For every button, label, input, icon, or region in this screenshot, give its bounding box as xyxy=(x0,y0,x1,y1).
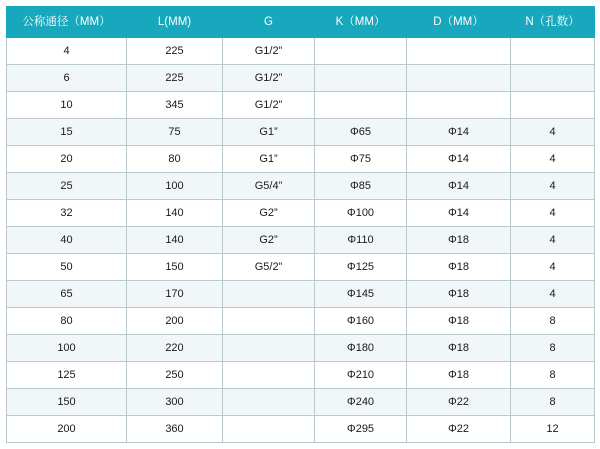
cell-k: Φ160 xyxy=(315,308,407,335)
table-row xyxy=(7,38,595,65)
cell-g: G1/2” xyxy=(223,38,315,65)
cell-n: 4 xyxy=(511,254,595,281)
specification-table xyxy=(6,6,595,443)
cell-g xyxy=(223,308,315,335)
cell-g xyxy=(223,389,315,416)
cell-g: G5/2” xyxy=(223,254,315,281)
cell-nominal-diameter: 40 xyxy=(7,227,127,254)
cell-d xyxy=(407,92,511,119)
cell-k: Φ125 xyxy=(315,254,407,281)
table-row xyxy=(7,65,595,92)
table-row xyxy=(7,281,595,308)
cell-n: 8 xyxy=(511,335,595,362)
cell-l: 140 xyxy=(127,227,223,254)
cell-nominal-diameter: 6 xyxy=(7,65,127,92)
cell-d: Φ22 xyxy=(407,389,511,416)
cell-k: Φ85 xyxy=(315,173,407,200)
cell-d: Φ14 xyxy=(407,146,511,173)
cell-n: 12 xyxy=(511,416,595,443)
table-row xyxy=(7,146,595,173)
cell-k xyxy=(315,65,407,92)
cell-nominal-diameter: 4 xyxy=(7,38,127,65)
table-row xyxy=(7,119,595,146)
cell-n: 4 xyxy=(511,119,595,146)
cell-nominal-diameter: 100 xyxy=(7,335,127,362)
cell-nominal-diameter: 65 xyxy=(7,281,127,308)
cell-nominal-diameter: 200 xyxy=(7,416,127,443)
column-header-nominal-diameter: 公称通径（MM） xyxy=(7,7,127,38)
cell-d: Φ18 xyxy=(407,362,511,389)
cell-k: Φ100 xyxy=(315,200,407,227)
column-header-g: G xyxy=(223,7,315,38)
cell-k: Φ180 xyxy=(315,335,407,362)
cell-d: Φ22 xyxy=(407,416,511,443)
cell-g xyxy=(223,416,315,443)
cell-g: G1/2” xyxy=(223,92,315,119)
cell-l: 75 xyxy=(127,119,223,146)
cell-l: 300 xyxy=(127,389,223,416)
cell-k: Φ295 xyxy=(315,416,407,443)
cell-g: G1” xyxy=(223,119,315,146)
cell-l: 200 xyxy=(127,308,223,335)
cell-l: 100 xyxy=(127,173,223,200)
cell-nominal-diameter: 20 xyxy=(7,146,127,173)
cell-k: Φ65 xyxy=(315,119,407,146)
cell-nominal-diameter: 150 xyxy=(7,389,127,416)
cell-l: 140 xyxy=(127,200,223,227)
column-header-l: L(MM) xyxy=(127,7,223,38)
cell-nominal-diameter: 125 xyxy=(7,362,127,389)
table-row xyxy=(7,389,595,416)
cell-d: Φ14 xyxy=(407,119,511,146)
cell-g: G1” xyxy=(223,146,315,173)
table-row xyxy=(7,200,595,227)
cell-n: 8 xyxy=(511,308,595,335)
column-header-n: N（孔数） xyxy=(511,7,595,38)
table-row xyxy=(7,416,595,443)
cell-k: Φ210 xyxy=(315,362,407,389)
cell-d: Φ14 xyxy=(407,173,511,200)
cell-n xyxy=(511,38,595,65)
cell-k xyxy=(315,38,407,65)
cell-d: Φ18 xyxy=(407,254,511,281)
table-row xyxy=(7,92,595,119)
cell-n: 4 xyxy=(511,146,595,173)
cell-n: 4 xyxy=(511,173,595,200)
cell-k: Φ145 xyxy=(315,281,407,308)
cell-l: 80 xyxy=(127,146,223,173)
table-header xyxy=(7,7,595,38)
cell-k: Φ75 xyxy=(315,146,407,173)
cell-n: 8 xyxy=(511,389,595,416)
table-body xyxy=(7,38,595,443)
table-row xyxy=(7,254,595,281)
cell-g: G5/4” xyxy=(223,173,315,200)
table-row xyxy=(7,173,595,200)
cell-n: 8 xyxy=(511,362,595,389)
cell-nominal-diameter: 25 xyxy=(7,173,127,200)
cell-n: 4 xyxy=(511,200,595,227)
cell-g: G2” xyxy=(223,227,315,254)
cell-d: Φ18 xyxy=(407,227,511,254)
cell-l: 170 xyxy=(127,281,223,308)
cell-nominal-diameter: 10 xyxy=(7,92,127,119)
cell-l: 250 xyxy=(127,362,223,389)
cell-d: Φ18 xyxy=(407,281,511,308)
cell-l: 225 xyxy=(127,38,223,65)
cell-nominal-diameter: 32 xyxy=(7,200,127,227)
cell-d xyxy=(407,65,511,92)
cell-n: 4 xyxy=(511,227,595,254)
table-row xyxy=(7,227,595,254)
cell-l: 345 xyxy=(127,92,223,119)
cell-nominal-diameter: 50 xyxy=(7,254,127,281)
cell-g xyxy=(223,362,315,389)
cell-d: Φ14 xyxy=(407,200,511,227)
column-header-d: D（MM） xyxy=(407,7,511,38)
cell-n xyxy=(511,65,595,92)
cell-g: G2” xyxy=(223,200,315,227)
cell-k xyxy=(315,92,407,119)
cell-g xyxy=(223,335,315,362)
cell-nominal-diameter: 80 xyxy=(7,308,127,335)
cell-l: 360 xyxy=(127,416,223,443)
cell-k: Φ110 xyxy=(315,227,407,254)
table-row xyxy=(7,362,595,389)
cell-n: 4 xyxy=(511,281,595,308)
table-row xyxy=(7,308,595,335)
cell-d xyxy=(407,38,511,65)
cell-n xyxy=(511,92,595,119)
cell-g xyxy=(223,281,315,308)
cell-g: G1/2” xyxy=(223,65,315,92)
cell-nominal-diameter: 15 xyxy=(7,119,127,146)
table-row xyxy=(7,335,595,362)
cell-k: Φ240 xyxy=(315,389,407,416)
cell-l: 150 xyxy=(127,254,223,281)
cell-l: 220 xyxy=(127,335,223,362)
cell-d: Φ18 xyxy=(407,335,511,362)
cell-d: Φ18 xyxy=(407,308,511,335)
column-header-k: K（MM） xyxy=(315,7,407,38)
table-header-row xyxy=(7,7,595,38)
cell-l: 225 xyxy=(127,65,223,92)
